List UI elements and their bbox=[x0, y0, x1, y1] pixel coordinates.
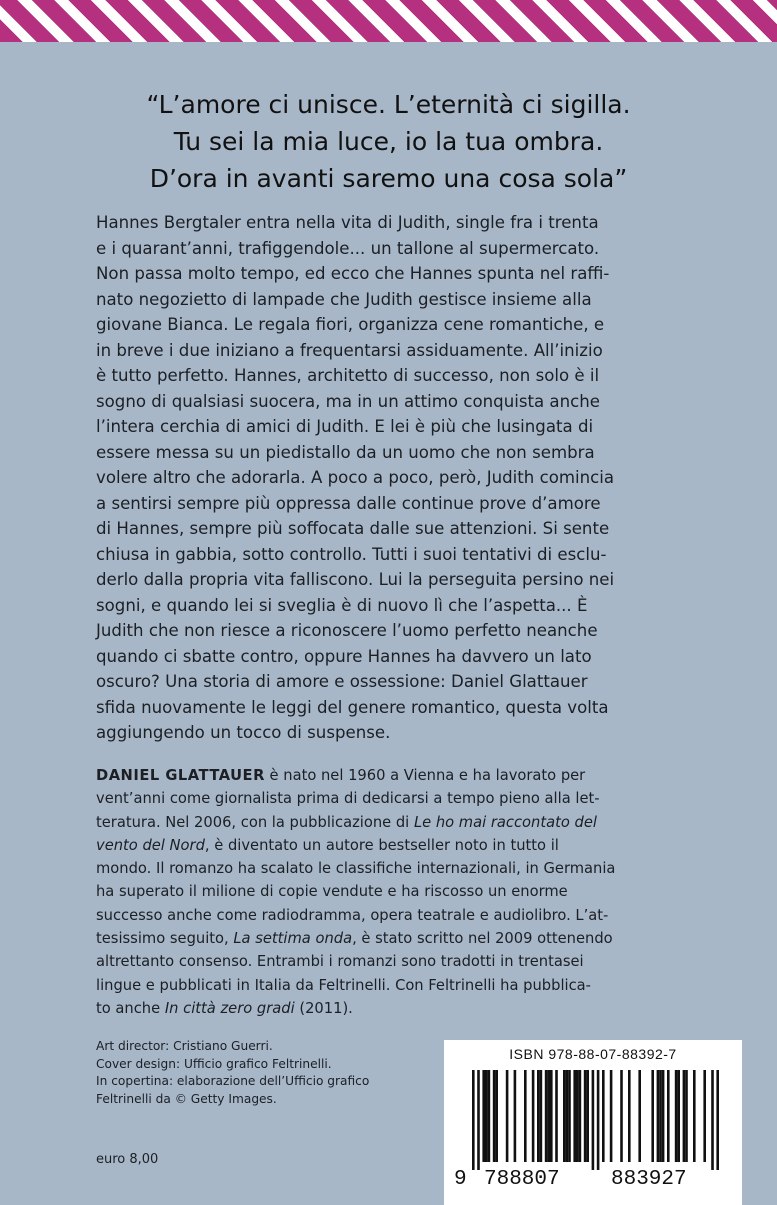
barcode-bar bbox=[547, 1070, 550, 1162]
isbn-barcode bbox=[444, 1040, 742, 1205]
synopsis-line: in breve i due iniziano a frequentarsi assiduamente. All’inizio bbox=[96, 340, 603, 360]
book-title: La settima onda bbox=[233, 930, 353, 948]
barcode-bar bbox=[576, 1070, 579, 1162]
bio-line: ha superato il milione di copie vendute e ha riscosso un enorme bbox=[96, 883, 568, 901]
barcode-bar bbox=[711, 1070, 714, 1170]
barcode-bar bbox=[532, 1070, 535, 1162]
synopsis-line: è tutto perfetto. Hannes, architetto di successo, non solo è il bbox=[96, 366, 600, 385]
synopsis-line: Judith che non riesce a riconoscere l’uomo perfetto neanche bbox=[96, 621, 598, 640]
barcode-bar bbox=[675, 1070, 678, 1162]
barcode-bar bbox=[667, 1070, 670, 1162]
synopsis-line: e i quarant’anni, trafiggendole... un tallone al supermercato. bbox=[96, 238, 600, 258]
author-name: DANIEL GLATTAUER bbox=[96, 767, 265, 784]
bio-text: (2011). bbox=[294, 999, 353, 1017]
barcode-bar bbox=[540, 1070, 543, 1162]
barcode-bar bbox=[716, 1070, 719, 1170]
quote-line: D’ora in avanti saremo una cosa sola” bbox=[149, 164, 628, 193]
bio-line: lingue e pubblicati in Italia da Feltrinelli. Con Feltrinelli ha pubblica- bbox=[96, 976, 591, 994]
synopsis-line: l’intera cerchia di amici di Judith. E lei è più che lusingata di bbox=[96, 417, 594, 436]
barcode-bar bbox=[662, 1070, 665, 1162]
synopsis-line: Non passa molto tempo, ed ecco che Hannes spunta nel raffi- bbox=[96, 264, 610, 283]
barcode-bar bbox=[524, 1070, 527, 1162]
barcode-bar bbox=[584, 1070, 587, 1162]
bio-line bbox=[96, 997, 734, 1020]
barcode-bar bbox=[485, 1070, 488, 1162]
barcode-bar bbox=[610, 1070, 613, 1162]
synopsis-paragraph bbox=[96, 210, 734, 746]
barcode-bar bbox=[563, 1070, 566, 1162]
synopsis-line: aggiungendo un tocco di suspense. bbox=[96, 723, 391, 742]
barcode-bar bbox=[685, 1070, 688, 1162]
synopsis-line: sogno di qualsiasi suocera, ma in un attimo conquista anche bbox=[96, 391, 600, 411]
credits-block bbox=[96, 1038, 436, 1108]
bio-line bbox=[96, 811, 734, 834]
barcode-bar bbox=[477, 1070, 480, 1170]
cover-quote bbox=[40, 86, 737, 197]
barcode-bar bbox=[472, 1070, 475, 1170]
synopsis-line: giovane Bianca. Le regala fiori, organizza cene romantiche, e bbox=[96, 315, 605, 334]
barcode-bar bbox=[506, 1070, 509, 1162]
credit-line: Cover design: Ufficio grafico Feltrinelli. bbox=[96, 1056, 332, 1071]
barcode-bar bbox=[677, 1070, 680, 1162]
quote-line: Tu sei la mia luce, io la tua ombra. bbox=[173, 127, 604, 156]
bio-text: , è stato scritto nel 2009 ottenendo bbox=[352, 930, 613, 948]
synopsis-line: sfida nuovamente le leggi del genere romantico, questa volta bbox=[96, 697, 609, 717]
synopsis-line: a sentirsi sempre più oppressa dalle continue prove d’amore bbox=[96, 493, 601, 513]
barcode-bar bbox=[550, 1070, 553, 1162]
barcode-bar bbox=[573, 1070, 576, 1162]
barcode-bar bbox=[579, 1070, 582, 1162]
synopsis-line: chiusa in gabbia, sotto controllo. Tutti i suoi tentativi di esclu- bbox=[96, 544, 607, 564]
synopsis-line: quando ci sbatte contro, oppure Hannes ha davvero un lato bbox=[96, 646, 592, 666]
barcode-digits-right: 883927 bbox=[611, 1168, 687, 1191]
synopsis-line: derlo dalla propria vita falliscono. Lui la perseguita persino nei bbox=[96, 570, 615, 589]
barcode-bars bbox=[444, 1068, 742, 1172]
barcode-bar bbox=[703, 1070, 706, 1162]
book-title: In città zero gradi bbox=[164, 999, 295, 1017]
bio-line bbox=[96, 927, 734, 950]
barcode-bar bbox=[693, 1070, 696, 1162]
barcode-bar bbox=[602, 1070, 605, 1162]
barcode-bar bbox=[566, 1070, 569, 1162]
bio-line bbox=[96, 834, 734, 857]
synopsis-line: sogni, e quando lei si sveglia è di nuovo lì che l’aspetta... È bbox=[96, 595, 588, 615]
barcode-digits-left: 788807 bbox=[484, 1168, 560, 1191]
barcode-bar bbox=[482, 1070, 485, 1162]
barcode-bar bbox=[545, 1070, 548, 1162]
author-bio bbox=[96, 764, 734, 1020]
quote-line: “L’amore ci unisce. L’eternità ci sigilla. bbox=[146, 90, 631, 119]
barcode-bar bbox=[493, 1070, 496, 1162]
bio-line bbox=[96, 764, 734, 787]
barcode-bar bbox=[586, 1070, 589, 1162]
synopsis-line: Hannes Bergtaler entra nella vita di Judith, single fra i trenta bbox=[96, 213, 599, 232]
barcode-bar bbox=[597, 1070, 600, 1170]
bio-text: , è diventato un autore bestseller noto in tutto il bbox=[204, 836, 559, 854]
bio-line: vent’anni come giornalista prima di dedicarsi a tempo pieno alla let- bbox=[96, 790, 600, 808]
barcode-bar bbox=[488, 1070, 491, 1162]
barcode-bar bbox=[592, 1070, 595, 1170]
barcode-bar bbox=[628, 1070, 631, 1162]
barcode-bar bbox=[657, 1070, 660, 1162]
credit-line: Art director: Cristiano Guerri. bbox=[96, 1039, 273, 1053]
barcode-bar bbox=[620, 1070, 623, 1162]
barcode-bar bbox=[495, 1070, 498, 1162]
synopsis-line: nato negozietto di lampade che Judith gestisce insieme alla bbox=[96, 289, 592, 309]
bio-line: successo anche come radiodramma, opera teatrale e audiolibro. L’at- bbox=[96, 906, 609, 924]
book-title: vento del Nord bbox=[96, 836, 205, 854]
credit-line: Feltrinelli da © Getty Images. bbox=[96, 1091, 277, 1106]
credit-line: In copertina: elaborazione dell’Ufficio grafico bbox=[96, 1074, 370, 1088]
synopsis-line: essere messa su un piedistallo da un uomo che non sembra bbox=[96, 442, 595, 462]
price-label: euro 8,00 bbox=[96, 1152, 159, 1167]
bio-line: altrettanto consenso. Entrambi i romanzi sono tradotti in trentasei bbox=[96, 953, 584, 971]
synopsis-line: di Hannes, sempre più soffocata dalle sue attenzioni. Si sente bbox=[96, 519, 610, 538]
bio-text: tesissimo seguito, bbox=[96, 930, 234, 948]
synopsis-line: volere altro che adorarla. A poco a poco, però, Judith comincia bbox=[96, 468, 615, 487]
bio-line: mondo. Il romanzo ha scalato le classifiche internazionali, in Germania bbox=[96, 860, 616, 878]
barcode-bar bbox=[638, 1070, 641, 1162]
book-title: Le ho mai raccontato del bbox=[413, 813, 597, 831]
barcode-bar bbox=[537, 1070, 540, 1162]
bio-text: teratura. Nel 2006, con la pubblicazione di bbox=[96, 813, 414, 831]
decorative-stripe-band bbox=[0, 0, 777, 42]
isbn-label: ISBN 978-88-07-88392-7 bbox=[509, 1046, 677, 1062]
barcode-bar bbox=[555, 1070, 558, 1162]
barcode-bar bbox=[659, 1070, 662, 1162]
barcode-bar bbox=[651, 1070, 654, 1162]
barcode-bar bbox=[568, 1070, 571, 1162]
barcode-bar bbox=[683, 1070, 686, 1162]
barcode-digit-first: 9 bbox=[454, 1168, 467, 1191]
bio-text: è nato nel 1960 a Vienna e ha lavorato per bbox=[264, 767, 586, 784]
synopsis-line: oscuro? Una storia di amore e ossessione: Daniel Glattauer bbox=[96, 672, 588, 691]
barcode-bar bbox=[514, 1070, 517, 1162]
bio-text: to anche bbox=[96, 999, 165, 1017]
